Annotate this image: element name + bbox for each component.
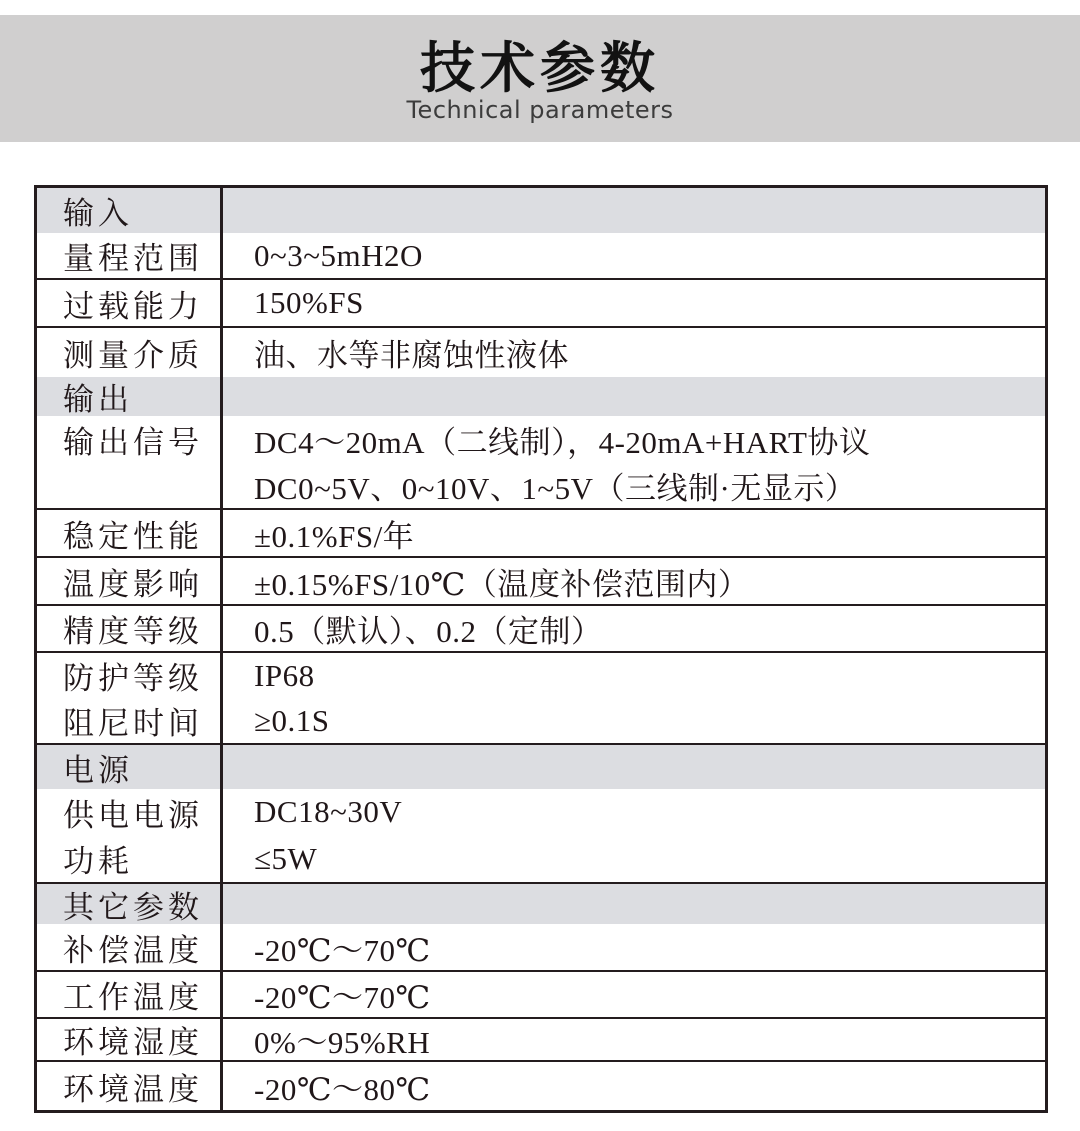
param-value: -20℃～70℃ [254,980,431,1015]
table-row [37,606,1045,653]
param-value: 0.5（默认）、0.2（定制） [254,614,603,649]
param-label [37,789,223,882]
param-label: 环境湿度 [37,1019,223,1060]
section-spacer [223,188,1045,233]
param-value: 油、水等非腐蚀性液体 [254,338,569,373]
param-label: 量程范围 [37,233,223,278]
section-spacer [223,745,1045,789]
param-value [223,653,1045,743]
param-label-line [63,462,220,508]
section-spacer [223,884,1045,924]
param-label: 精度等级 [37,606,223,651]
param-value [223,789,1045,882]
param-label: 环境温度 [37,1062,223,1110]
param-value-line: ≥0.1S [254,702,330,738]
param-value: 150%FS [254,285,364,320]
param-value-line: ≤5W [254,840,318,876]
table-row [37,1019,1045,1062]
section-label: 电源 [37,745,223,789]
section-row-power [37,745,1045,789]
param-label: 工作温度 [37,972,223,1017]
param-value: -20℃～70℃ [254,932,431,968]
param-label-line: 供电电源 [63,797,203,833]
section-label: 输入 [37,188,223,233]
page-title: 技术参数 [419,36,660,100]
section-row-other [37,884,1045,924]
param-value-line: DC18~30V [254,794,403,830]
param-label: 温度影响 [37,558,223,604]
param-value: -20℃～80℃ [254,1071,431,1107]
param-value: 0%～95%RH [254,1025,431,1060]
table-row [37,653,1045,745]
section-row-output [37,377,1045,416]
section-label: 其它参数 [37,884,223,924]
param-label-line: 防护等级 [63,661,203,696]
spec-table [34,185,1048,1113]
param-label-line: 阻尼时间 [63,706,203,741]
param-label-line: 输出信号 [63,424,203,460]
table-row [37,924,1045,972]
section-spacer [223,377,1045,416]
table-row [37,1062,1045,1110]
param-value: ±0.15%FS/10℃（温度补偿范围内） [254,566,750,602]
title-banner [0,15,1080,142]
table-row [37,416,1045,510]
param-label: 过载能力 [37,280,223,326]
table-row [37,233,1045,280]
param-label: 稳定性能 [37,510,223,556]
table-row [37,558,1045,606]
param-value-line: DC4～20mA（二线制），4-20mA+HART协议 [254,424,871,460]
param-label [37,416,223,508]
table-row [37,280,1045,328]
param-value: 0~3~5mH2O [254,237,423,273]
section-label: 输出 [37,377,223,416]
table-row [37,789,1045,884]
param-value-line: IP68 [254,657,315,693]
table-row [37,972,1045,1019]
param-value-line: DC0~5V、0~10V、1~5V（三线制·无显示） [254,470,857,506]
param-label-line: 功耗 [63,844,133,880]
param-label: 测量介质 [37,328,223,377]
section-row-input [37,188,1045,233]
table-row [37,328,1045,377]
param-label: 补偿温度 [37,924,223,970]
page-subtitle: Technical parameters [406,96,674,124]
param-label [37,653,223,743]
param-value [223,416,1045,508]
table-row [37,510,1045,558]
param-value: ±0.1%FS/年 [254,518,415,554]
